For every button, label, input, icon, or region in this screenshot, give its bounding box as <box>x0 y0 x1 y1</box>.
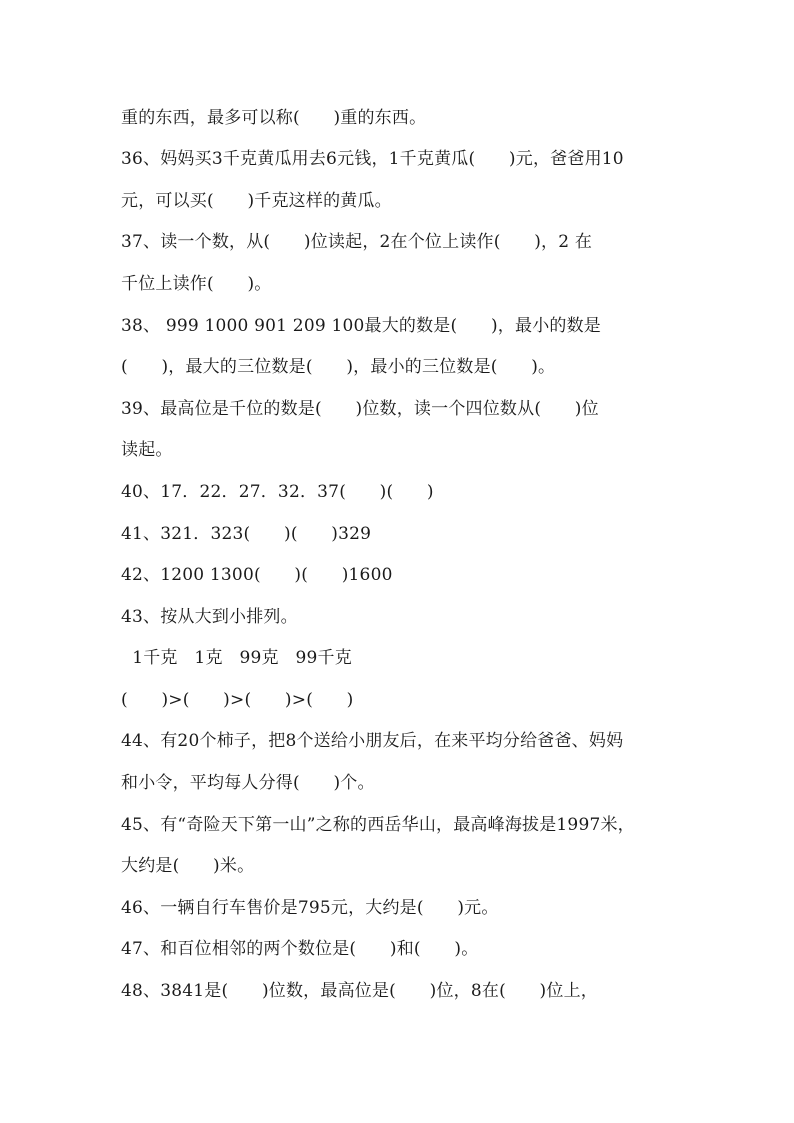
question-38-line-1: 38、 999 1000 901 209 100最大的数是( )，最小的数是 <box>121 316 601 336</box>
text-line: 重的东西，最多可以称( )重的东西。 <box>121 108 427 128</box>
question-44-line-2: 和小令，平均每人分得( )个。 <box>121 773 375 793</box>
question-46-line: 46、一辆自行车售价是795元，大约是( )元。 <box>121 898 499 918</box>
question-44-line-1: 44、有20个柿子，把8个送给小朋友后，在来平均分给爸爸、妈妈 <box>121 731 624 751</box>
question-47-line: 47、和百位相邻的两个数位是( )和( )。 <box>121 939 479 959</box>
question-42-line: 42、1200 1300( )( )1600 <box>121 565 393 585</box>
question-43-answer-row: ( )>( )>( )>( ) <box>121 690 354 710</box>
question-45-line-1: 45、有“奇险天下第一山”之称的西岳华山，最高峰海拔是1997米， <box>121 815 635 835</box>
question-37-line-1: 37、读一个数，从( )位读起，2在个位上读作( )，2 在 <box>121 232 593 252</box>
question-40-line: 40、17．22．27．32．37( )( ) <box>121 482 434 502</box>
question-37-line-2: 千位上读作( )。 <box>121 274 272 294</box>
question-48-line: 48、3841是( )位数，最高位是( )位，8在( )位上， <box>121 981 598 1001</box>
question-36-line-2: 元，可以买( )千克这样的黄瓜。 <box>121 191 392 211</box>
question-39-line-2: 读起。 <box>121 440 173 460</box>
question-43-line-1: 43、按从大到小排列。 <box>121 607 298 627</box>
question-43-items: 1千克 1克 99克 99千克 <box>121 648 352 668</box>
question-39-line-1: 39、最高位是千位的数是( )位数，读一个四位数从( )位 <box>121 399 599 419</box>
question-38-line-2: ( )，最大的三位数是( )，最小的三位数是( )。 <box>121 357 556 377</box>
question-36-line-1: 36、妈妈买3千克黄瓜用去6元钱，1千克黄瓜( )元，爸爸用10 <box>121 149 624 169</box>
question-41-line: 41、321．323( )( )329 <box>121 524 372 544</box>
question-45-line-2: 大约是( )米。 <box>121 856 255 876</box>
